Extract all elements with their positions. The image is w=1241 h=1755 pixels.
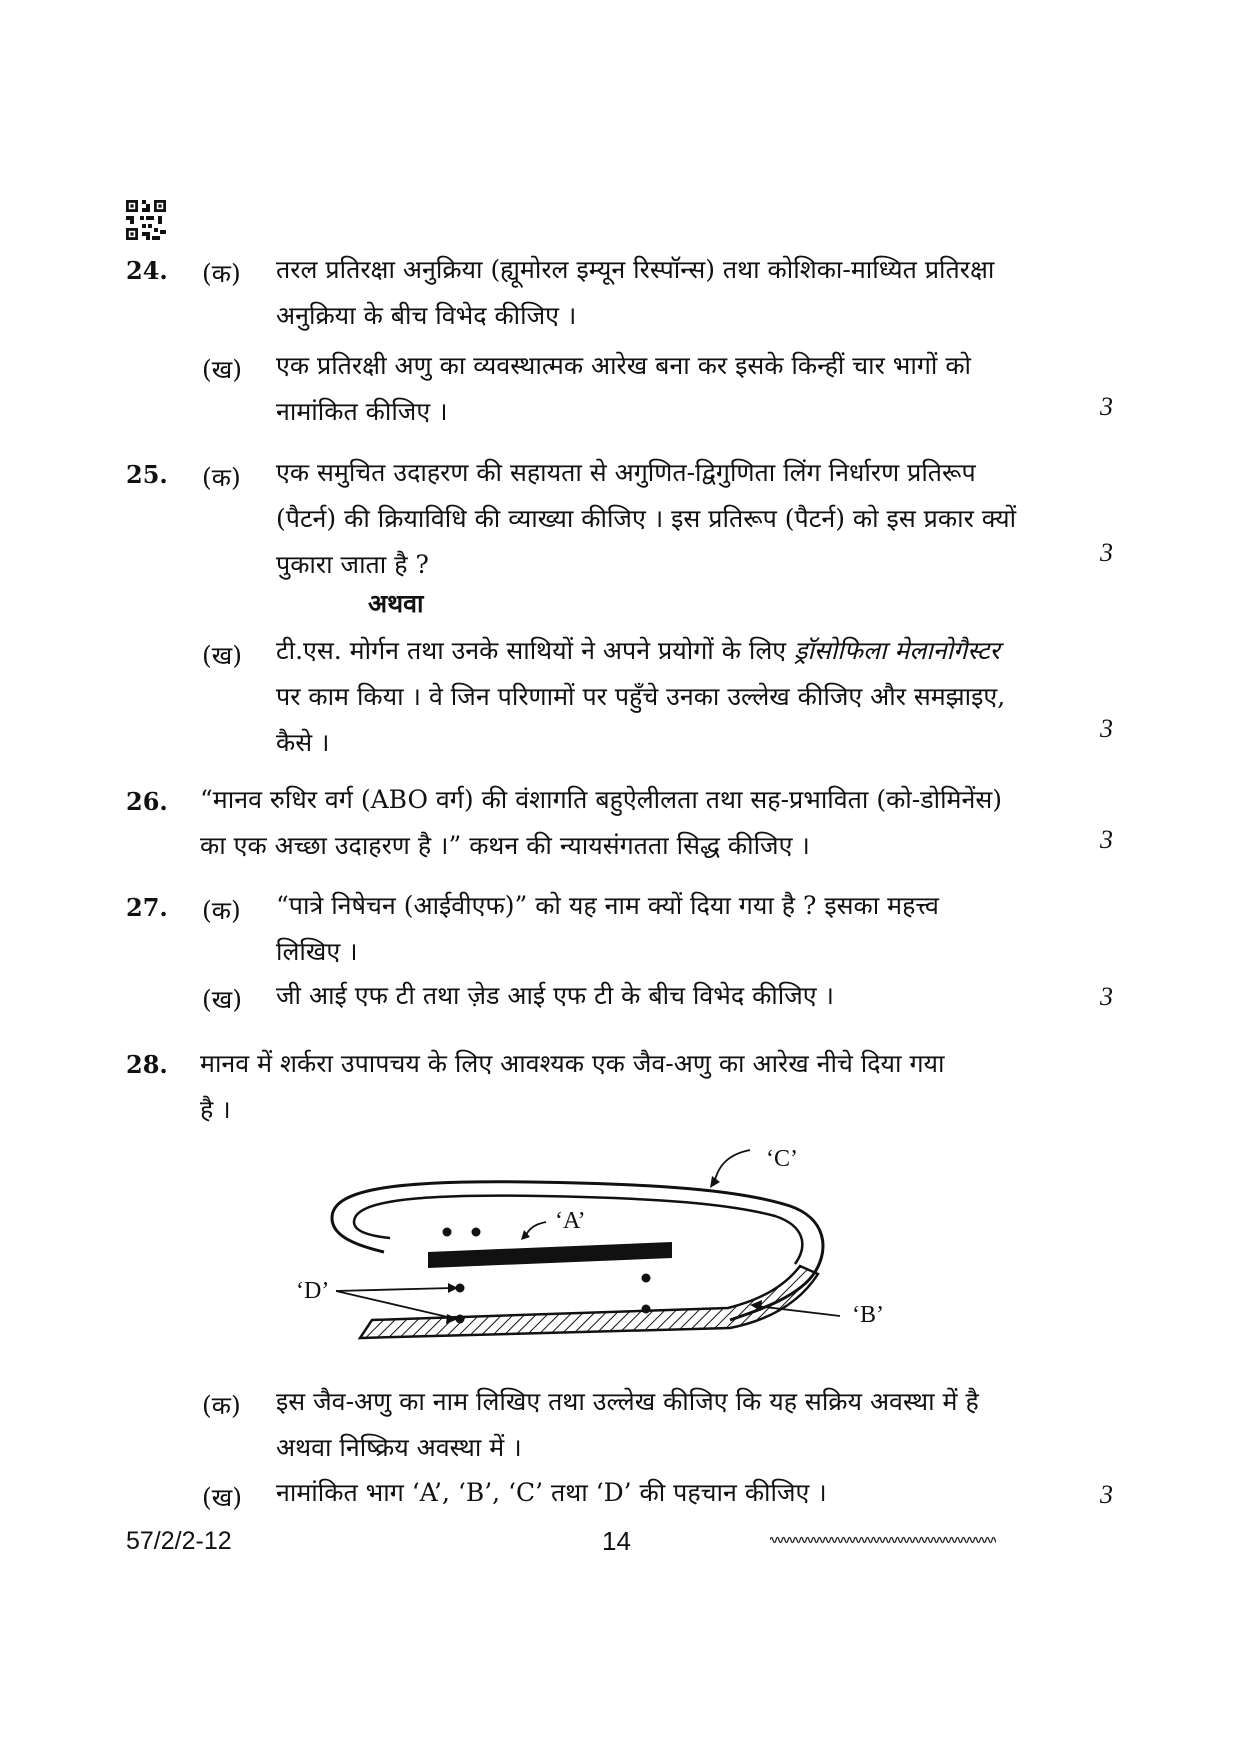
label-d: ‘D’	[296, 1278, 330, 1304]
q25-part-b-marks: 3	[1100, 714, 1113, 743]
q27-part-b-label: (ख)	[202, 985, 242, 1014]
species-name: ड्रॉसोफिला मेलानोगैस्टर	[794, 636, 1000, 665]
q27-part-b-text: जी आई एफ टी तथा ज़ेड आई एफ टी के बीच विभेद कीजिए ।	[276, 981, 835, 1010]
q25-part-a-marks: 3	[1100, 538, 1113, 567]
dot	[642, 1305, 651, 1314]
label-b: ‘B’	[852, 1302, 884, 1328]
q24-part-b-text: एक प्रतिरक्षी अणु का व्यवस्थात्मक आरेख बना कर इसके किन्हीं चार भागों को नामांकित कीजिए ।	[276, 351, 972, 426]
q26-marks: 3	[1100, 825, 1113, 854]
pointer-d-lower	[336, 1291, 452, 1318]
or-separator: अथवा	[368, 589, 424, 618]
label-a: ‘A’	[555, 1208, 586, 1234]
pointer-d-upper	[336, 1288, 452, 1291]
q27-part-a-text: “पात्रे निषेचन (आईवीएफ)” को यह नाम क्यों दिया गया है ? इसका महत्त्व लिखिए ।	[276, 891, 939, 966]
dot	[642, 1274, 651, 1283]
qr-code-icon	[126, 200, 166, 240]
q25-part-a-text: एक समुचित उदाहरण की सहायता से अगुणित-द्विगुणिता लिंग निर्धारण प्रतिरूप (पैटर्न) की क्रियाविधि की व्याख्या कीजिए । इस प्रतिरूप (पैटर्न) को इस प्रकार क्यों पुकारा जाता है ?	[276, 458, 1017, 579]
dot	[443, 1228, 452, 1237]
q25-part-a-label: (क)	[202, 463, 241, 492]
q28-marks: 3	[1100, 1480, 1113, 1509]
q25-part-b-label: (ख)	[202, 641, 242, 670]
question-number-25: 25.	[126, 460, 168, 489]
q26-text: “मानव रुधिर वर्ग (ABO वर्ग) की वंशागति बहुऐलीलता तथा सह-प्रभाविता (को-डोमिनेंस) का एक अच्छा उदाहरण है ।” कथन की न्यायसंगतता सिद्ध कीजिए ।	[200, 785, 1003, 860]
q28-part-a-text: इस जैव-अणु का नाम लिखिए तथा उल्लेख कीजिए कि यह सक्रिय अवस्था में है अथवा निष्क्रिय अवस्था में ।	[276, 1387, 979, 1462]
q25-part-b-text: टी.एस. मोर्गन तथा उनके साथियों ने अपने प्रयोगों के लिए ड्रॉसोफिला मेलानोगैस्टर पर काम किया । वे जिन परिणामों पर पहुँचे उनका उल्लेख कीजिए और समझाइए, कैसे ।	[276, 636, 1006, 757]
question-number-27: 27.	[126, 893, 168, 922]
q28-part-a-label: (क)	[202, 1391, 241, 1420]
wavy-line-decoration	[770, 1534, 996, 1546]
q24-part-a-label: (क)	[202, 259, 241, 288]
q24-part-a-text: तरल प्रतिरक्षा अनुक्रिया (ह्यूमोरल इम्यून रिस्पॉन्स) तथा कोशिका-माध्यित प्रतिरक्षा अनुक्रिया के बीच विभेद कीजिए ।	[276, 255, 995, 330]
biomolecule-diagram	[280, 1140, 880, 1370]
q28-part-b-text: नामांकित भाग ‘A’, ‘B’, ‘C’ तथा ‘D’ की पहचान कीजिए ।	[276, 1478, 827, 1507]
question-number-28: 28.	[126, 1050, 168, 1079]
hatched-region-b	[360, 1266, 818, 1338]
question-number-24: 24.	[126, 256, 168, 285]
question-number-26: 26.	[126, 787, 168, 816]
q28-text: मानव में शर्करा उपापचय के लिए आवश्यक एक जैव-अणु का आरेख नीचे दिया गया है ।	[200, 1049, 945, 1124]
dot	[472, 1228, 481, 1237]
q28-part-b-label: (ख)	[202, 1483, 242, 1512]
q24-part-b-label: (ख)	[202, 355, 242, 384]
label-c: ‘C’	[766, 1146, 798, 1172]
q24-marks: 3	[1100, 392, 1113, 421]
pointer-c	[714, 1150, 750, 1184]
q27-part-a-label: (क)	[202, 896, 241, 925]
black-bar-a	[428, 1242, 672, 1268]
paper-code: 57/2/2-12	[126, 1527, 232, 1555]
page-number: 14	[602, 1526, 631, 1556]
q27-marks: 3	[1100, 982, 1113, 1011]
